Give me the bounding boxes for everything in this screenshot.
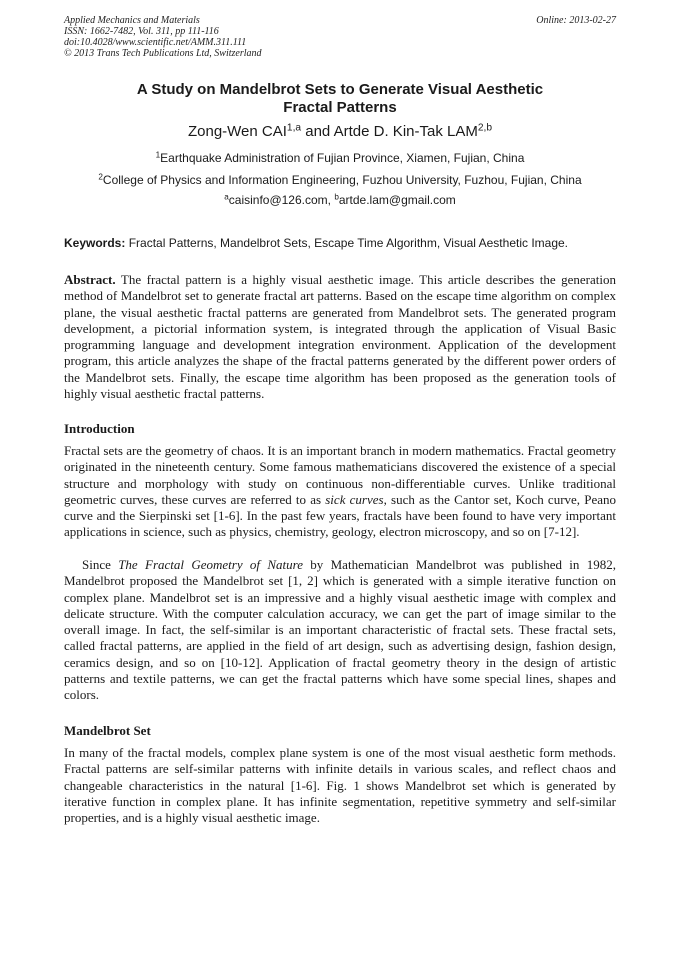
intro-p1-italic: sick curves (325, 491, 384, 507)
intro-p2-text-b: by Mathematician Mandelbrot was published in 1982, Mandelbrot proposed the Mandelbrot set [1, 2] which is generated with a simple iterative function on complex plane. Mandelbrot set is an impressive and a highly visual aesthetic image with complex and delicate structure. With the computer calculation accuracy, we can get the part of image similar to the overall image. In fact, the self-similar is an important characteristic of fractal sets. These fractal sets, called fractal patterns, are applied in the field of art design, such as advertising design, fashion design, ceramics design, and so on [10-12]. Application of fractal geometry theory in the design of artistic patterns and textile patterns, we can get the fractal patterns which have some special lines, shapes and colors. (64, 557, 616, 703)
author-1: Zong-Wen CAI (187, 123, 287, 140)
intro-p1-text-a: Fractal sets are the geometry of chaos. It is an important branch in modern mathematics. Fractal geometry originated in the nineteenth century. Some famous mathematicians discovered the existence of a special structure and morphology with study on continuous non-differentiable curves. Unlike traditional geometric curves, these curves are referred to as (64, 443, 616, 507)
author-separator: and (301, 123, 334, 140)
intro-paragraph-2 (64, 557, 616, 704)
online-date: Online: 2013-02-27 (536, 15, 616, 26)
title-line-1: A Study on Mandelbrot Sets to Generate Visual Aesthetic (136, 81, 544, 98)
author-2: Artde D. Kin-Tak LAM (333, 123, 478, 140)
paper-title (64, 81, 616, 117)
title-line-2: Fractal Patterns (283, 99, 397, 116)
affiliation-1-text: Earthquake Administration of Fujian Province, Xiamen, Fujian, China (160, 151, 525, 165)
author-1-affiliation: 1,a (286, 122, 302, 134)
abstract (64, 272, 616, 402)
section-heading-mandelbrot-set: Mandelbrot Set (64, 723, 151, 738)
author-emails (64, 193, 616, 208)
journal-name: Applied Mechanics and Materials (64, 15, 200, 26)
doi-line: doi:10.4028/www.scientific.net/AMM.311.111 (64, 37, 247, 48)
keywords-text: Fractal Patterns, Mandelbrot Sets, Escape Time Algorithm, Visual Aesthetic Image. (125, 236, 569, 250)
intro-p2-text-a: Since (82, 557, 119, 572)
abstract-text: The fractal pattern is a highly visual aesthetic image. This article describes the generation method of Mandelbrot set to generate fractal art patterns. Based on the escape time algorithm on complex plane, the visual aesthetic fractal patterns are generated from Mandelbrot sets. The generated program development, a pictorial information system, is integrated through the application of Visual Basic programming language and development integration environment. Application of the development program, this article analyzes the shape of the fractal patterns generated by the different power orders of the Mandelbrot sets. Finally, the escape time algorithm has been proposed as the generation tools of highly visual aesthetic fractal patterns. (64, 272, 616, 402)
intro-paragraph-1 (64, 443, 616, 541)
affiliation-2 (64, 173, 616, 188)
affiliation-2-marker: 2 (98, 172, 103, 182)
affiliation-1 (64, 151, 616, 166)
keywords (64, 236, 616, 251)
email-a-marker: a (224, 192, 229, 202)
copyright-line: © 2013 Trans Tech Publications Ltd, Switzerland (64, 48, 262, 59)
intro-p1-text-b: , such as the Cantor set, Koch curve, Peano curve and the Sierpinski set [1-6]. In the past few years, fractals have been found to have very important applications in science, such as physics, chemistry, geology, electron microscopy, and so on [7-12]. (64, 491, 616, 540)
mandelbrot-paragraph-1: In many of the fractal models, complex plane system is one of the most visual aesthetic form methods. Fractal patterns are self-similar patterns with infinite details in various scales, and reflect chaos and changeable characteristics in the natural [1-6]. Fig. 1 shows Mandelbrot set which is generated by iterative function in complex plane. It has infinite segmentation, repetitive symmetry and self-similar properties, and is a highly visual aesthetic image. (64, 745, 616, 826)
author-list (64, 123, 616, 141)
abstract-label: Abstract. (64, 272, 116, 287)
intro-p2-italic: The Fractal Geometry of Nature (118, 557, 303, 572)
publication-header (64, 15, 616, 59)
affiliation-2-text: College of Physics and Information Engineering, Fuzhou University, Fuzhou, Fujian, China (102, 173, 582, 187)
email-b-marker: b (334, 192, 339, 202)
author-2-affiliation: 2,b (477, 122, 493, 134)
email-a: caisinfo@126.com, (228, 193, 335, 207)
email-b: artde.lam@gmail.com (338, 193, 456, 207)
issn-line: ISSN: 1662-7482, Vol. 311, pp 111-116 (64, 26, 219, 37)
section-heading-introduction: Introduction (64, 421, 135, 436)
keywords-label: Keywords: (64, 236, 126, 250)
affiliation-1-marker: 1 (155, 150, 161, 160)
